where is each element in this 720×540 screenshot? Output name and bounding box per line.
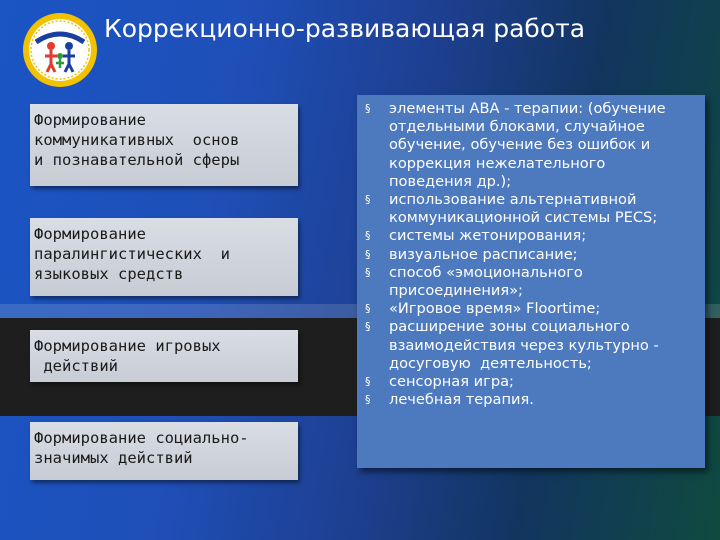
bullet-icon: §: [365, 102, 371, 115]
list-item: § лечебная терапия.: [365, 391, 534, 409]
topic-box-social: Формирование социально- значимых действий: [30, 422, 298, 480]
methods-panel: [357, 95, 705, 468]
bullet-icon: §: [365, 302, 371, 316]
bullet-icon: §: [365, 193, 371, 207]
list-item: § элементы АВА - терапии: (обучение отдельными блоками, случайное обучение, обучение без ошибок и коррекция нежелательного поведения др.);: [365, 100, 666, 190]
bullet-icon: §: [365, 247, 371, 261]
bullet-icon: §: [365, 320, 371, 334]
topic-box-paralinguistic: Формирование паралингистических и языковых средств: [30, 218, 298, 296]
bullet-icon: §: [365, 393, 371, 407]
page-title: Коррекционно-развивающая работа: [104, 14, 586, 43]
list-item: § системы жетонирования;: [365, 227, 587, 245]
topic-box-play: Формирование игровых действий: [30, 330, 298, 382]
list-item: § «Игровое время» Floortime;: [365, 300, 601, 318]
list-item: § использование альтернативной коммуникационной системы PECS;: [365, 191, 658, 227]
methods-list: [365, 100, 699, 409]
bullet-icon: §: [365, 229, 371, 243]
list-item: § сенсорная игра;: [365, 373, 514, 391]
list-item: § расширение зоны социального взаимодействия через культурно - досуговую деятельность;: [365, 318, 659, 372]
list-item: § визуальное расписание;: [365, 245, 578, 263]
bullet-icon: §: [365, 375, 371, 389]
topic-box-communication: Формирование коммуникативных основ и познавательной сферы: [30, 104, 298, 186]
list-item: § способ «эмоционального присоединения»;: [365, 263, 583, 300]
organization-logo: [22, 12, 98, 88]
bullet-icon: §: [365, 265, 371, 279]
